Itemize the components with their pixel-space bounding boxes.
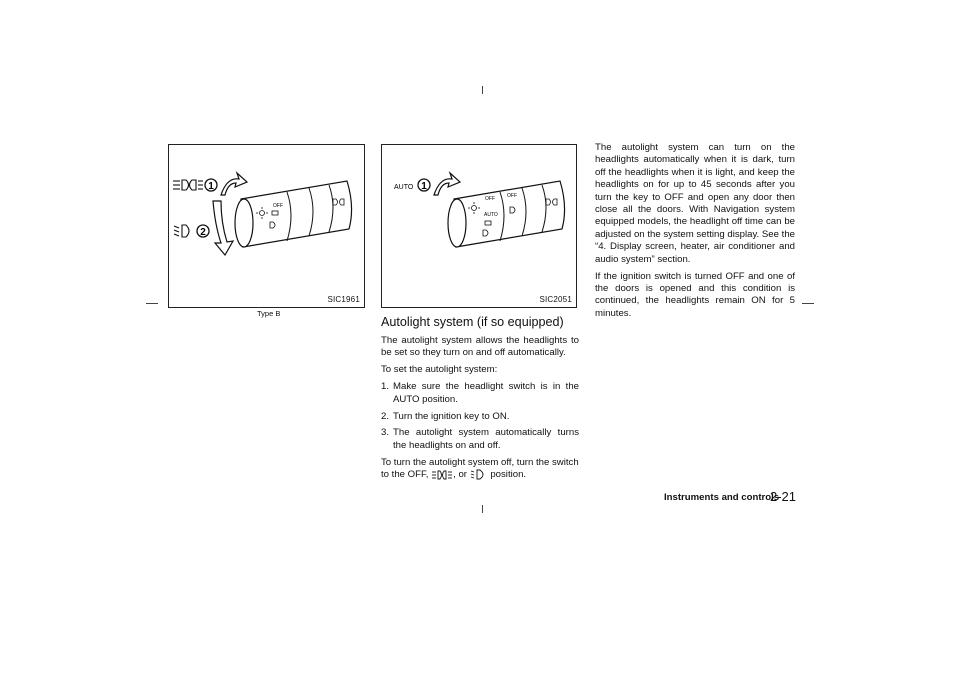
list-item [381,411,579,423]
crop-mark-bottom [482,505,483,513]
paragraph: The autolight system can turn on the headlights automatically when it is dark, turn off the headlights when it is light, and keep the headlights on for up to 45 seconds after you turn the key to OFF and open any door then close all the doors. With Navigation system equipped models, the headlight off time can be adjusted on the system setting display. See the “4. Display screen, heater, air conditioner and audio system” section. [595,142,795,265]
figure-headlight-switch-auto [381,144,577,308]
crop-mark-left [146,303,158,304]
high-beam-icon [173,180,203,190]
page-number: 2-21 [770,489,797,504]
turn-off-paragraph [381,457,579,482]
list-text: Turn the ignition key to ON. [393,410,510,422]
figure-code: SIC1961 [327,295,360,304]
auto-label: AUTO [394,184,414,191]
turn-off-text-3: position. [490,469,527,481]
switch-stalk [454,181,565,247]
headlight-switch-illustration [169,145,364,295]
switch-off-label: OFF [273,203,283,209]
footer-section-title: Instruments and controls [664,492,780,503]
switch-stalk [241,181,352,247]
intro-paragraph: The autolight system allows the headlights to be set so they turn on and off automatically. [381,335,579,359]
figure-headlight-switch-type-b [168,144,365,308]
rotation-arrow [434,173,460,195]
section-heading: Autolight system (if so equipped) [381,315,564,329]
headlight-switch-auto-illustration [382,145,576,295]
turn-off-text-2: , or [453,469,467,481]
switch-off-label-2: OFF [507,193,517,199]
autolight-section [381,314,579,486]
turn-off-text-1: To turn the autolight system off, turn the switch to the OFF, [381,456,579,481]
figure-caption: Type B [257,309,281,318]
right-column [595,142,795,325]
list-text: The autolight system automatically turns the headlights on and off. [393,427,579,451]
switch-auto-label: AUTO [484,212,498,218]
headlight-inline-icon [470,469,488,480]
list-number: 3. [381,427,390,439]
paragraph: If the ignition switch is turned OFF and one of the doors is opened and this condition is continued, the headlights remain ON for 5 minutes. [595,270,795,319]
list-item [381,381,579,406]
setup-paragraph: To set the autolight system: [381,364,498,376]
flash-arrow [221,173,247,195]
downward-arrow [213,201,233,255]
figure-code: SIC2051 [539,295,572,304]
list-text: Make sure the headlight switch is in the AUTO position. [393,381,579,405]
switch-off-label: OFF [485,196,495,202]
list-number: 1. [381,381,390,393]
list-item [381,427,579,452]
crop-mark-right [802,303,814,304]
callout-1: 1 [208,181,214,192]
crop-mark-top [482,86,483,94]
callout-2: 2 [200,227,206,238]
callout-1: 1 [421,181,427,192]
low-beam-icon [174,225,189,237]
parking-light-inline-icon [431,470,453,480]
list-number: 2. [381,410,390,422]
